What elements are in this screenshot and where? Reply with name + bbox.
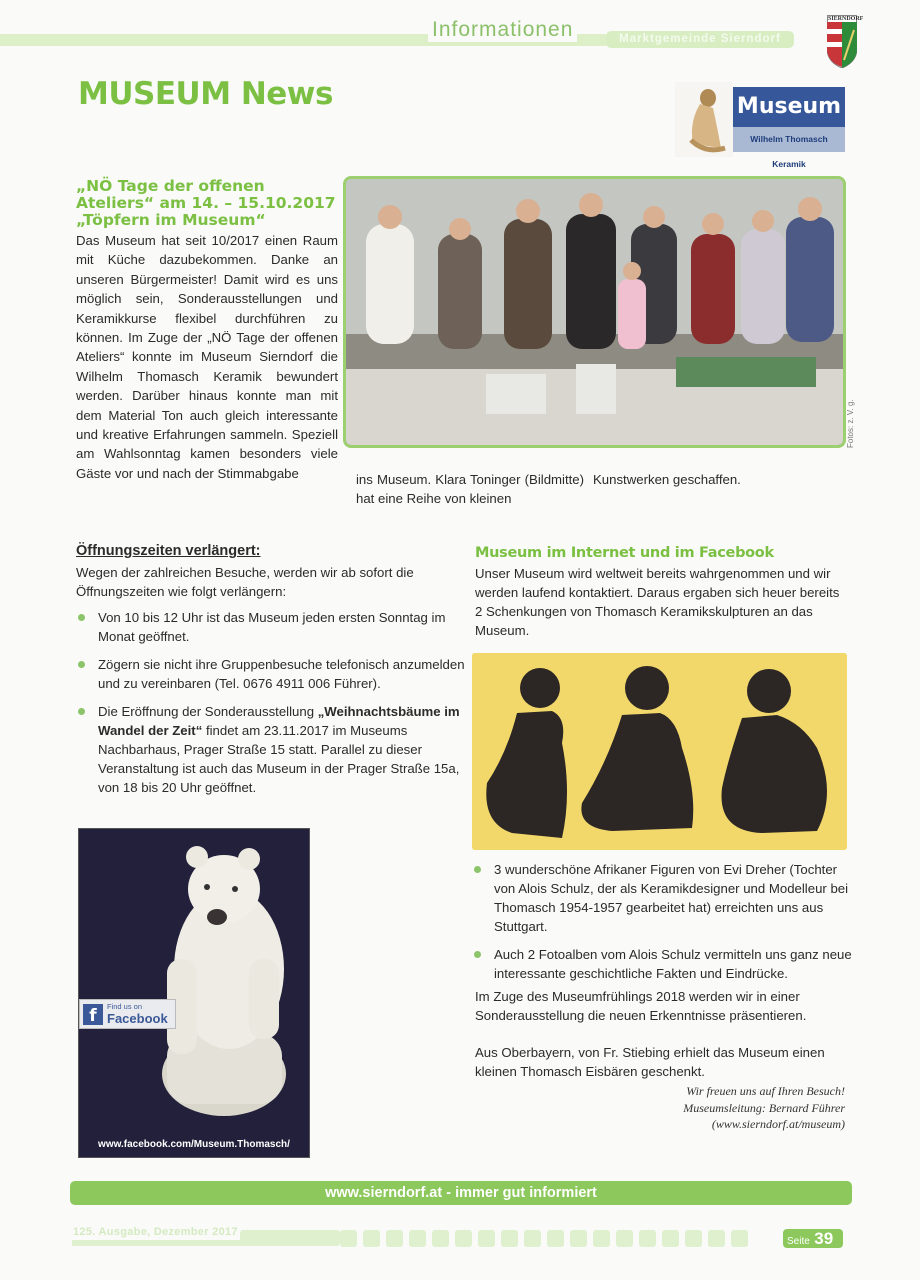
footer-decoration [240,1230,340,1246]
page-number-badge [783,1229,843,1248]
municipality-label: Marktgemeinde Sierndorf [606,31,794,48]
page-number: 39 [814,1229,834,1248]
article-body-continued-2: Kunstwerken geschaffen. [593,472,741,487]
internet-paragraph: Aus Oberbayern, von Fr. Stiebing erhielt das Museum einen kleinen Thomasch Eisbären geschenkt. [475,1045,825,1079]
footer-divider [72,1240,242,1246]
list-item [472,860,852,936]
internet-intro: Unser Museum wird weltweit bereits wahrgenommen und wir werden laufend kontaktiert. Daraus ergaben sich heuer bereits 2 Schenkungen von Thomasch Keramikskulpturen an das Museum. [475,566,840,638]
heading-line: Ateliers“ am 14. – 15.10.2017 [76,194,336,212]
facebook-name: Facebook [107,1011,168,1026]
bullet-icon [78,614,85,621]
crest-label: SIERNDORF [828,16,864,22]
opening-hours-list [76,608,466,806]
section-title: Informationen [428,18,577,42]
bullet-icon [474,866,481,873]
footer-blocks [340,1230,748,1247]
logo-title: Museum [733,87,845,127]
logo-subtitle: Wilhelm Thomasch Keramik [733,127,845,152]
signature-line[interactable]: (www.sierndorf.at/museum) [711,1117,845,1131]
facebook-url[interactable]: www.facebook.com/Museum.Thomasch/ [98,1139,290,1150]
photo-credit: Fotos: z. V. g. [846,399,855,448]
list-item-text: Auch 2 Fotoalben vom Alois Schulz vermitteln uns ganz neue interessante geschichtliche Fakten und Eindrücke. [494,947,852,981]
polar-bear-image [149,829,299,1119]
signature-line: Museumsleitung: Bernard Führer [683,1100,845,1115]
footer-banner[interactable]: www.sierndorf.at - immer gut informiert [70,1181,852,1205]
internet-paragraph: Im Zuge des Museumfrühlings 2018 werden wir in einer Sonderausstellung die neuen Erkenntnisse präsentieren. [475,989,807,1023]
list-item-text: Von 10 bis 12 Uhr ist das Museum jeden ersten Sonntag im Monat geöffnet. [98,610,446,644]
group-photo [343,176,846,448]
facebook-icon: f [83,1004,103,1025]
list-item-text: findet am 23.11.2017 im Museums Nachbarhaus, Prager Straße 15 statt. Parallel zu dieser Veranstaltung ist auch das Museum in der Prager Straße 15a, von 18 bis 20 Uhr geöffnet. [98,723,460,795]
exhibition-title: „Weihnachtsbäume im Wandel der Zeit“ [98,704,460,738]
list-item-text: 3 wunderschöne Afrikaner Figuren von Evi Dreher (Tochter von Alois Schulz, der als Keramikdesigner und Modelleur bei Thomasch 1954-1957 gearbeitet hat) erreichten uns aus Stuttgart. [494,862,849,934]
bullet-icon [78,661,85,668]
statue-image [675,82,733,157]
african-figures-photo [472,653,847,850]
page-title: MUSEUM News [78,76,333,112]
museum-logo [675,82,845,169]
heading-line: „NÖ Tage der offenen [76,177,265,195]
list-item [76,655,466,693]
opening-hours-heading: Öffnungszeiten verlängert: [76,543,261,559]
bullet-icon [474,951,481,958]
list-item-text: Zögern sie nicht ihre Gruppenbesuche telefonisch anzumelden und zu vereinbaren (Tel. 0676 4911 006 Führer). [98,657,465,691]
list-item-text: Die Eröffnung der Sonderausstellung [98,704,318,719]
list-item [76,702,466,797]
article-body: Das Museum hat seit 10/2017 einen Raum mit Küche dazubekommen. Danke an unseren Bürgermeister! Damit wird es uns möglich sein, Sonderausstellungen und Keramikkurse flexibel durchführen zu können. Im Zuge der „NÖ Tage der offenen Ateliers“ konnte im Museum Sierndorf die Wilhelm Thomasch Keramik bewundert werden. Darüber hinaus konnte man mit dem Material Ton auch gleich interessante und kreative Erfahrungen sammeln. Speziell am Wahlsonntag kamen besonders viele Gäste vor und nach der Stimmabgabe [76,233,338,481]
facebook-ad[interactable] [78,828,310,1158]
signature-line: Wir freuen uns auf Ihren Besuch! [686,1084,845,1098]
heading-line: „Töpfern im Museum“ [76,211,266,229]
issue-label: 125. Ausgabe, Dezember 2017 [73,1226,238,1238]
donations-list [472,860,852,992]
facebook-find-label: Find us on [107,1002,143,1011]
page-label: Seite [787,1236,810,1247]
article-heading [76,178,336,229]
list-item [472,945,852,983]
article-body-continued: ins Museum. Klara Toninger (Bildmitte) hat eine Reihe von kleinen [356,472,584,507]
facebook-badge[interactable] [79,999,176,1029]
signature-block [560,1083,845,1133]
opening-hours-intro: Wegen der zahlreichen Besuche, werden wir ab sofort die Öffnungszeiten wie folgt verlängern: [76,565,414,599]
list-item [76,608,466,646]
crest-icon [827,15,864,69]
bullet-icon [78,708,85,715]
internet-heading: Museum im Internet und im Facebook [475,545,774,561]
